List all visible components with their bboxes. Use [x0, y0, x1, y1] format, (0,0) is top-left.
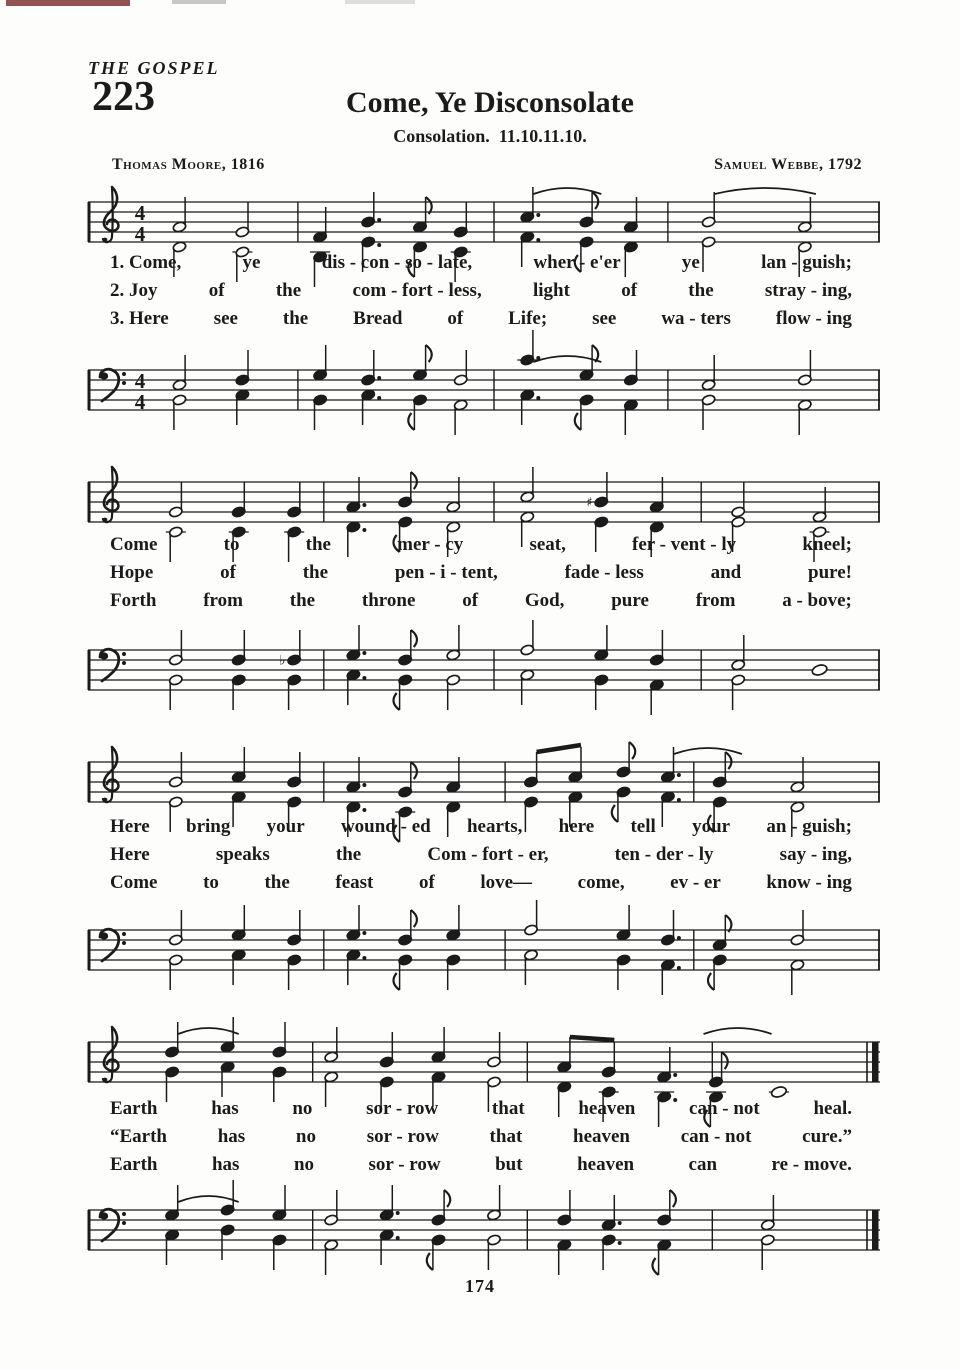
lyric-line — [110, 816, 852, 844]
lyric-token: the — [688, 280, 714, 301]
lyrics-block-1 — [110, 252, 852, 336]
lyric-token: the — [305, 534, 331, 555]
lyric-token: of — [621, 280, 638, 301]
lyric-token: ev - er — [670, 872, 721, 893]
lyric-token: kneel; — [802, 534, 852, 555]
lyric-token: re - move. — [771, 1154, 852, 1175]
lyric-token: stray - ing, — [764, 280, 852, 301]
svg-text:4: 4 — [134, 369, 146, 393]
lyric-token: from — [695, 590, 736, 611]
lyric-token: fade - less — [564, 562, 644, 583]
lyric-token: ten - der - ly — [614, 844, 714, 865]
lyric-token: the — [289, 590, 316, 611]
lyric-token: seat, — [529, 534, 566, 555]
lyric-token: of — [447, 308, 464, 329]
lyric-token: say - ing, — [779, 844, 852, 865]
lyric-line — [110, 1098, 852, 1126]
svg-text:4: 4 — [134, 222, 146, 246]
lyric-token: and — [710, 562, 742, 583]
music-system-2-treble-staff — [84, 468, 884, 540]
lyrics-block-4 — [110, 1098, 852, 1182]
lyric-token: heal. — [813, 1098, 852, 1119]
lyric-line — [110, 844, 852, 872]
lyric-token: of — [418, 872, 435, 893]
lyric-token: 3. Here — [110, 308, 169, 329]
lyric-token: wa - ters — [661, 308, 731, 329]
lyric-token: Earth — [110, 1154, 158, 1175]
lyric-token: Hope — [110, 562, 154, 583]
music-system-4-bass-staff — [84, 1196, 884, 1268]
lyric-token: Here — [110, 816, 150, 837]
lyric-token: an - guish; — [766, 816, 852, 837]
tune-name-and-meter: Consolation. 11.10.11.10. — [393, 126, 587, 146]
lyric-token: has — [217, 1126, 246, 1147]
lyric-token: from — [203, 590, 243, 611]
lyric-token: come, — [577, 872, 625, 893]
lyric-token: Come — [110, 872, 158, 893]
lyric-token: wher - e'er — [533, 252, 621, 273]
lyric-token: 2. Joy — [110, 280, 158, 301]
music-system-2-bass-staff — [84, 636, 884, 708]
lyric-token: sor - row — [366, 1126, 439, 1147]
hymn-number: 223 — [92, 74, 155, 120]
lyric-token: ye — [681, 252, 700, 273]
lyric-token: Com - fort - er, — [427, 844, 549, 865]
lyric-token: has — [211, 1154, 240, 1175]
lyric-token: but — [495, 1154, 523, 1175]
lyric-token: the — [282, 308, 309, 329]
lyric-token: Come — [110, 534, 158, 555]
lyric-token: hearts, — [466, 816, 523, 837]
lyric-token: of — [462, 590, 479, 611]
lyric-line — [110, 280, 852, 308]
lyric-token: bring — [186, 816, 231, 837]
lyric-token: sor - row — [368, 1154, 441, 1175]
lyric-token: that — [489, 1126, 523, 1147]
lyric-token: your — [692, 816, 731, 837]
lyric-token: love— — [480, 872, 533, 893]
lyric-token: the — [335, 844, 362, 865]
lyric-token: pen - i - tent, — [394, 562, 498, 583]
lyric-line — [110, 1126, 852, 1154]
music-system-4-treble-staff — [84, 1028, 884, 1100]
lyric-line — [110, 872, 852, 900]
lyric-token: to — [203, 872, 219, 893]
lyric-token: no — [295, 1126, 316, 1147]
lyric-token: com - fort - less, — [352, 280, 482, 301]
lyric-token: wound - ed — [340, 816, 431, 837]
lyric-token: lan - guish; — [761, 252, 852, 273]
music-system-3-bass-staff — [84, 916, 884, 988]
composer-credit: Samuel Webbe, 1792 — [714, 156, 862, 173]
music-system-1-treble-staff — [84, 188, 884, 260]
svg-text:4: 4 — [134, 390, 146, 414]
lyric-token: pure — [611, 590, 649, 611]
lyric-token: Earth — [110, 1098, 158, 1119]
lyric-token: ye — [242, 252, 261, 273]
lyric-token: light — [532, 280, 570, 301]
svg-text:♯: ♯ — [586, 495, 593, 511]
lyric-token: to — [223, 534, 240, 555]
lyric-token: that — [491, 1098, 525, 1119]
section-heading: THE GOSPEL — [88, 58, 220, 78]
lyric-line — [110, 1154, 852, 1182]
lyric-line — [110, 534, 852, 562]
lyric-token: heaven — [577, 1154, 635, 1175]
lyric-token: can — [688, 1154, 718, 1175]
lyric-token: heaven — [578, 1098, 636, 1119]
lyric-token: pure! — [808, 562, 852, 583]
lyric-token: know - ing — [766, 872, 852, 893]
lyric-token: 1. Come, — [110, 252, 182, 273]
lyric-token: a - bove; — [782, 590, 852, 611]
hymn-title: Come, Ye Disconsolate — [345, 86, 634, 119]
lyric-line — [110, 252, 852, 280]
lyric-token: can - not — [680, 1126, 752, 1147]
scan-artifact-mark — [172, 0, 226, 4]
svg-text:♭: ♭ — [279, 653, 286, 669]
lyric-token: the — [275, 280, 302, 301]
lyric-token: cure.” — [802, 1126, 852, 1147]
lyric-token: sor - row — [366, 1098, 439, 1119]
lyric-line — [110, 562, 852, 590]
lyric-token: dis - con - so - late, — [321, 252, 473, 273]
lyric-token: see — [213, 308, 238, 329]
lyric-token: no — [292, 1098, 313, 1119]
lyric-token: here — [558, 816, 595, 837]
lyric-token: Forth — [110, 590, 157, 611]
lyric-token: fer - vent - ly — [632, 534, 737, 555]
music-system-3-treble-staff — [84, 748, 884, 820]
lyric-token: “Earth — [110, 1126, 167, 1147]
lyric-token: God, — [524, 590, 565, 611]
scan-artifact-mark — [345, 0, 415, 4]
lyric-line — [110, 308, 852, 336]
lyric-token: has — [211, 1098, 239, 1119]
lyric-token: of — [208, 280, 225, 301]
music-system-1-bass-staff — [84, 356, 884, 428]
lyric-token: see — [592, 308, 617, 329]
lyric-token: heaven — [573, 1126, 630, 1147]
author-credit: Thomas Moore, 1816 — [112, 156, 265, 173]
lyric-token: the — [264, 872, 290, 893]
lyric-token: of — [220, 562, 236, 583]
svg-text:4: 4 — [134, 201, 146, 225]
lyric-token: no — [293, 1154, 315, 1175]
lyric-token: speaks — [215, 844, 270, 865]
lyric-token: Bread — [353, 308, 403, 329]
lyric-token: Here — [110, 844, 150, 865]
page-number: 174 — [465, 1276, 495, 1296]
lyric-token: can - not — [689, 1098, 760, 1119]
lyric-line — [110, 590, 852, 618]
lyric-token: tell — [630, 816, 656, 837]
lyric-token: mer - cy — [397, 534, 464, 555]
lyric-token: feast — [335, 872, 374, 893]
lyrics-block-2 — [110, 534, 852, 618]
lyric-token: your — [266, 816, 305, 837]
scan-artifact-mark — [6, 0, 130, 6]
lyric-token: flow - ing — [775, 308, 852, 329]
lyric-token: the — [302, 562, 329, 583]
lyrics-block-3 — [110, 816, 852, 900]
lyric-token: Life; — [508, 308, 548, 329]
lyric-token: throne — [361, 590, 416, 611]
